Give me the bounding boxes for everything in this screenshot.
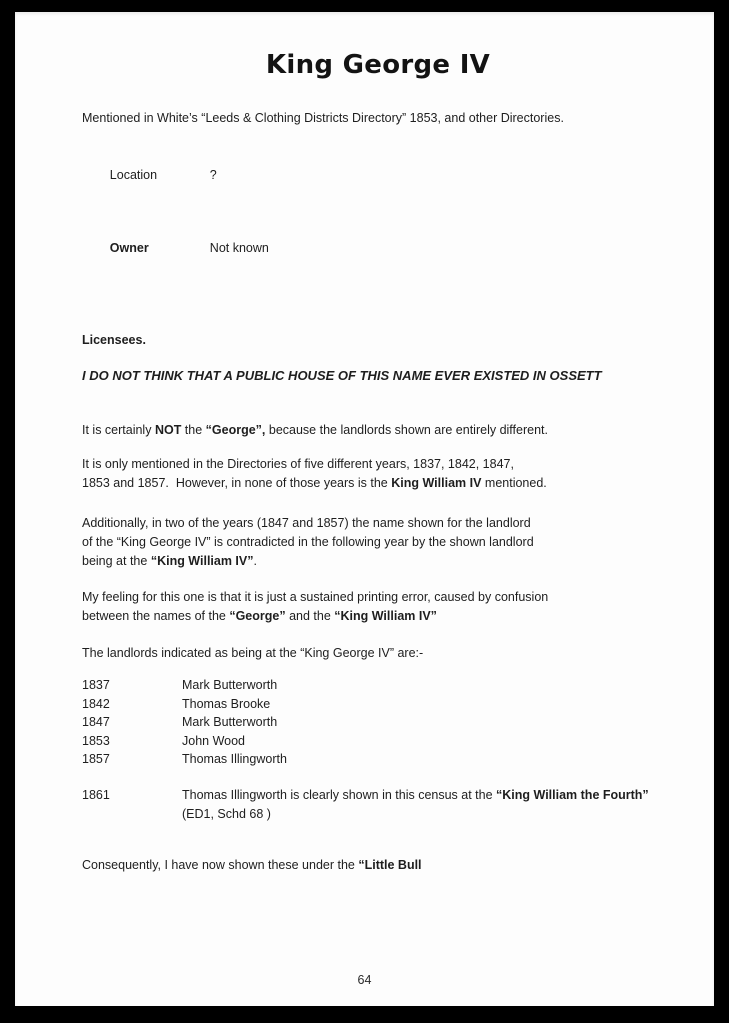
- census-1861-seg-bold: “King William the Fourth”: [496, 787, 649, 802]
- landlord-name: John Wood: [182, 733, 246, 748]
- landlords-intro: The landlords indicated as being at the “King George IV” are:-: [82, 646, 424, 660]
- paragraph-additionally-seg-bold: “King William IV”: [150, 554, 254, 568]
- paragraph-my-feeling-seg-bold: “George”: [229, 609, 286, 623]
- landlord-name: Mark Butterworth: [182, 715, 278, 730]
- closing-seg: Consequently, I have now shown these under the: [82, 857, 359, 872]
- paragraph-not-george-seg: the: [181, 423, 206, 437]
- census-1861-line1: [182, 786, 674, 805]
- field-label-owner: Owner: [109, 241, 149, 255]
- landlord-row: [82, 695, 674, 714]
- paragraph-additionally-seg: being at the: [82, 554, 151, 568]
- field-value-location: ?: [209, 168, 217, 182]
- landlord-year: 1853: [82, 733, 110, 748]
- page-number: 64: [357, 973, 372, 987]
- paragraph-additionally-seg: .: [253, 554, 257, 568]
- paragraph-additionally-line2: of the “King George IV” is contradicted in the following year by the shown landlord: [82, 535, 534, 549]
- assertion-line: I DO NOT THINK THAT A PUBLIC HOUSE OF THIS NAME EVER EXISTED IN OSSETT: [82, 368, 602, 383]
- landlord-year: 1842: [82, 696, 110, 711]
- landlord-row: [82, 713, 674, 732]
- paragraph-five-years-seg: mentioned.: [481, 476, 547, 490]
- census-1861-year: 1861: [82, 787, 110, 802]
- paragraph-my-feeling-line2: [82, 607, 674, 626]
- paragraph-my-feeling-seg-bold: “King William IV”: [334, 609, 437, 623]
- census-1861-text: [182, 786, 674, 824]
- landlord-row: [82, 732, 674, 751]
- field-label-location: Location: [109, 168, 158, 182]
- closing-seg-bold: “Little Bull: [358, 857, 422, 872]
- landlord-name: Thomas Illingworth: [182, 752, 287, 767]
- paragraph-five-years: [82, 455, 674, 493]
- paragraph-five-years-line2: [82, 474, 674, 493]
- field-row-location: [82, 147, 674, 204]
- paragraph-not-george-seg: because the landlords shown are entirely different.: [265, 423, 548, 437]
- paragraph-not-george: [82, 421, 674, 440]
- landlord-row: [82, 750, 674, 769]
- paragraph-my-feeling: [82, 588, 674, 626]
- licensees-heading: Licensees.: [82, 333, 146, 347]
- paragraph-additionally-line3: [82, 552, 674, 571]
- field-value-owner: Not known: [209, 241, 269, 255]
- landlord-name: Thomas Brooke: [182, 696, 271, 711]
- page-title: King George IV: [265, 50, 491, 80]
- paragraph-my-feeling-seg: and the: [285, 609, 335, 623]
- census-1861-seg: Thomas Illingworth is clearly shown in this census at the: [182, 787, 497, 802]
- landlord-year: 1847: [82, 715, 110, 730]
- field-row-owner: [82, 220, 674, 277]
- document-page: [15, 12, 714, 1006]
- census-1861-row: [82, 786, 674, 824]
- closing-line: [82, 856, 674, 875]
- paragraph-five-years-line1: It is only mentioned in the Directories of five different years, 1837, 1842, 1847,: [82, 457, 514, 471]
- landlord-row: [82, 676, 674, 695]
- paragraph-my-feeling-line1: My feeling for this one is that it is just a sustained printing error, caused by confusion: [82, 590, 549, 604]
- paragraph-my-feeling-seg: between the names of the: [82, 609, 230, 623]
- paragraph-additionally-line1: Additionally, in two of the years (1847 and 1857) the name shown for the landlord: [82, 516, 531, 530]
- paragraph-five-years-seg-bold: King William IV: [391, 476, 482, 490]
- paragraph-five-years-seg: 1853 and 1857. However, in none of those years is the: [82, 476, 392, 490]
- landlord-year: 1857: [82, 752, 110, 767]
- landlord-year: 1837: [82, 678, 110, 692]
- landlords-list: [82, 676, 674, 769]
- intro-paragraph: Mentioned in White’s “Leeds & Clothing Districts Directory” 1853, and other Directories.: [82, 111, 564, 125]
- paragraph-additionally: [82, 514, 674, 571]
- paragraph-not-george-seg-bold: “George”,: [205, 423, 266, 437]
- census-1861-line2: (ED1, Schd 68 ): [182, 806, 271, 821]
- document-content: [15, 12, 714, 875]
- paragraph-not-george-seg-bold: NOT: [154, 423, 182, 437]
- paragraph-not-george-seg: It is certainly: [82, 423, 155, 437]
- landlord-name: Mark Butterworth: [182, 678, 278, 692]
